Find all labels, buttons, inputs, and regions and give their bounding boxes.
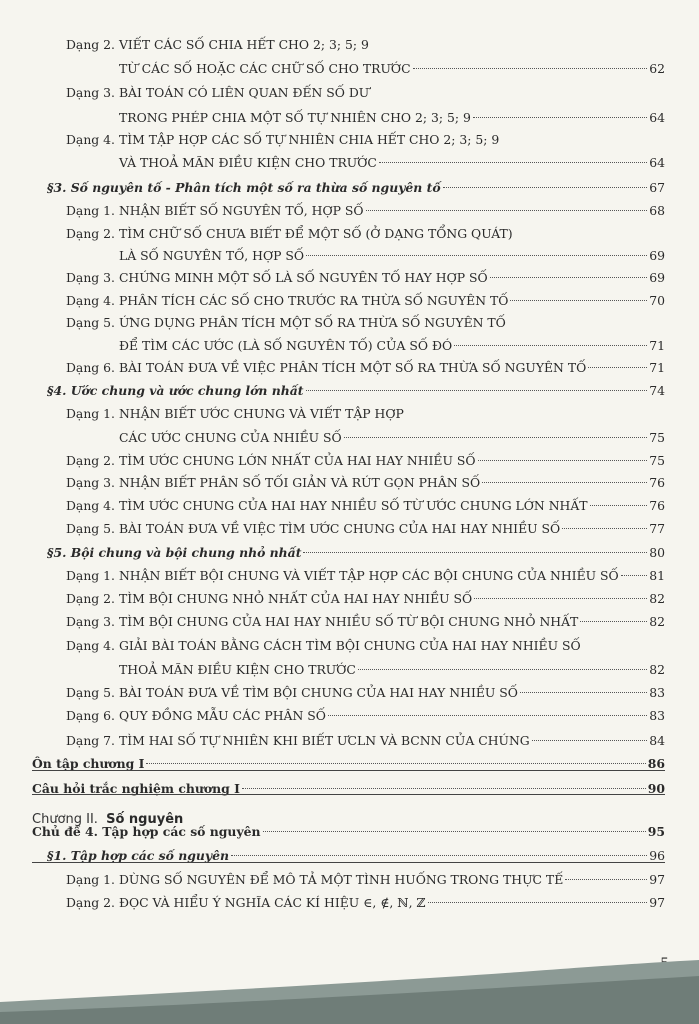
- dot-leader: [565, 878, 647, 880]
- toc-entry-label: Dạng 5.: [66, 521, 119, 536]
- toc-entry: [66, 870, 665, 890]
- toc-entry: [66, 636, 581, 656]
- toc-page-number: 83: [649, 708, 665, 723]
- toc-entry: [119, 246, 665, 266]
- toc-entry-text: [66, 870, 563, 890]
- toc-entry-title: GIẢI BÀI TOÁN BẰNG CÁCH TÌM BỘI CHUNG CỦA HAI HAY NHIỀU SỐ: [118, 638, 581, 653]
- toc-entry-label: Dạng 1.: [66, 203, 119, 218]
- dot-leader: [482, 481, 647, 483]
- toc-entry: [47, 846, 665, 866]
- toc-page-number: 97: [649, 872, 665, 887]
- toc-entry-title: CHỨNG MINH MỘT SỐ LÀ SỐ NGUYÊN TỐ HAY HỢP SỐ: [118, 270, 488, 285]
- toc-entry-text: [66, 83, 369, 103]
- toc-entry-title: TÌM BỘI CHUNG NHỎ NHẤT CỦA HAI HAY NHIỀU SỐ: [118, 591, 473, 606]
- toc-entry-label: Dạng 3.: [66, 85, 119, 100]
- toc-entry-title: §1. Tập hợp các số nguyên: [47, 848, 229, 863]
- toc-entry-title: TÌM ƯỚC CHUNG CỦA HAI HAY NHIỀU SỐ TỪ ƯỚC CHUNG LỚN NHẤT: [118, 498, 588, 513]
- toc-entry-title: DÙNG SỐ NGUYÊN ĐỂ MÔ TẢ MỘT TÌNH HUỐNG TRONG THỰC TẾ: [118, 872, 564, 887]
- toc-page-number: 81: [649, 568, 665, 583]
- dot-leader: [263, 830, 646, 832]
- toc-entry-text: [47, 381, 304, 401]
- toc-entry-text: [66, 201, 364, 221]
- toc-entry: [47, 543, 665, 563]
- toc-entry-label: Dạng 6.: [66, 360, 119, 375]
- toc-entry-title: THOẢ MÃN ĐIỀU KIỆN CHO TRƯỚC: [119, 662, 356, 677]
- toc-entry-text: [47, 178, 441, 198]
- toc-entry-text: [119, 336, 452, 356]
- dot-leader: [520, 691, 647, 693]
- toc-entry: [66, 224, 513, 244]
- toc-entry-title: TRONG PHÉP CHIA MỘT SỐ TỰ NHIÊN CHO 2; 3; 5; 9: [119, 110, 471, 125]
- toc-entry: [119, 336, 665, 356]
- dot-leader: [474, 597, 647, 599]
- toc-entry: [119, 660, 665, 680]
- toc-page-number: 70: [649, 293, 665, 308]
- toc-entry: [47, 178, 665, 198]
- toc-entry-title: §3. Số nguyên tố - Phân tích một số ra thừa số nguyên tố: [47, 180, 441, 195]
- dot-leader: [562, 527, 647, 529]
- toc-entry-label: Dạng 2.: [66, 226, 119, 241]
- toc-entry-title: NHẬN BIẾT SỐ NGUYÊN TỐ, HỢP SỐ: [118, 203, 364, 218]
- toc-entry-label: Dạng 3.: [66, 614, 119, 629]
- toc-entry-text: [119, 660, 356, 680]
- dot-leader: [231, 854, 647, 856]
- toc-entry-text: [47, 543, 301, 563]
- toc-entry: [66, 893, 665, 913]
- dot-leader: [328, 714, 647, 716]
- dot-leader: [490, 276, 647, 278]
- toc-entry-label: Dạng 2.: [66, 453, 119, 468]
- dot-leader: [413, 67, 647, 69]
- decorative-footer-band: [0, 954, 699, 1024]
- chapter-title: Số nguyên: [106, 812, 184, 827]
- toc-entry-text: [66, 268, 488, 288]
- toc-page-number: 80: [649, 545, 665, 560]
- dot-leader: [590, 504, 647, 506]
- toc-entry-title: QUY ĐỒNG MẪU CÁC PHÂN SỐ: [118, 708, 326, 723]
- toc-entry: [66, 683, 665, 703]
- toc-entry-title: PHÂN TÍCH CÁC SỐ CHO TRƯỚC RA THỪA SỐ NGUYÊN TỐ: [118, 293, 509, 308]
- toc-entry: [47, 381, 665, 401]
- toc-entry-label: Dạng 5.: [66, 315, 119, 330]
- toc-entry-label: Dạng 2.: [66, 591, 119, 606]
- divider-rule: [32, 794, 665, 795]
- toc-page-number: 82: [649, 591, 665, 606]
- toc-page-number: 76: [649, 498, 665, 513]
- toc-entry-label: Dạng 4.: [66, 638, 119, 653]
- toc-entry-label: Dạng 1.: [66, 568, 119, 583]
- toc-page-number: 82: [649, 662, 665, 677]
- toc-entry-title: Chủ đề 4. Tập hợp các số nguyên: [32, 824, 261, 839]
- toc-entry-title: TỪ CÁC SỐ HOẶC CÁC CHỮ SỐ CHO TRƯỚC: [119, 61, 411, 76]
- toc-entry-text: [66, 612, 578, 632]
- toc-page-number: 62: [649, 61, 665, 76]
- dot-leader: [478, 459, 648, 461]
- toc-entry: [66, 35, 369, 55]
- toc-entry: [66, 358, 665, 378]
- toc-entry-label: Dạng 7.: [66, 733, 119, 748]
- toc-entry-title: BÀI TOÁN CÓ LIÊN QUAN ĐẾN SỐ DƯ: [118, 85, 370, 100]
- toc-entry-text: [66, 291, 508, 311]
- dot-leader: [306, 389, 648, 391]
- toc-entry-text: [66, 404, 404, 424]
- toc-entry: [66, 706, 665, 726]
- toc-entry-title: BÀI TOÁN ĐƯA VỀ TÌM BỘI CHUNG CỦA HAI HAY NHIỀU SỐ: [118, 685, 518, 700]
- toc-entry-text: [66, 130, 499, 150]
- toc-entry-title: BÀI TOÁN ĐƯA VỀ VIỆC PHÂN TÍCH MỘT SỐ RA THỪA SỐ NGUYÊN TỐ: [118, 360, 587, 375]
- toc-entry-text: [66, 636, 581, 656]
- dot-leader: [454, 344, 647, 346]
- toc-entry: [66, 566, 665, 586]
- toc-entry-title: VÀ THOẢ MÃN ĐIỀU KIỆN CHO TRƯỚC: [119, 155, 377, 170]
- toc-page-number: 77: [649, 521, 665, 536]
- toc-entry: [66, 473, 665, 493]
- toc-page-number: 76: [649, 475, 665, 490]
- toc-entry-label: Dạng 1.: [66, 406, 119, 421]
- dot-leader: [366, 209, 647, 211]
- toc-page-number: 64: [649, 110, 665, 125]
- toc-entry: [119, 428, 665, 448]
- toc-entry: [32, 779, 665, 799]
- toc-entry: [66, 130, 499, 150]
- dot-leader: [532, 739, 647, 741]
- toc-entry-text: [47, 846, 229, 866]
- dot-leader: [588, 366, 647, 368]
- toc-entry-text: [66, 589, 472, 609]
- toc-page-number: 71: [649, 360, 665, 375]
- toc-entry: [66, 731, 665, 751]
- toc-entry-title: §5. Bội chung và bội chung nhỏ nhất: [47, 545, 302, 560]
- toc-page-number: 82: [649, 614, 665, 629]
- toc-entry-title: §4. Ước chung và ước chung lớn nhất: [47, 383, 304, 398]
- toc-entry-label: Dạng 2.: [66, 37, 119, 52]
- toc-page-number: 96: [649, 848, 665, 863]
- dot-leader: [344, 436, 647, 438]
- dot-leader: [443, 186, 647, 188]
- toc-page-number: 83: [649, 685, 665, 700]
- dot-leader: [242, 787, 646, 789]
- dot-leader: [510, 299, 647, 301]
- dot-leader: [306, 254, 647, 256]
- toc-entry-label: Dạng 4.: [66, 132, 119, 147]
- toc-entry-text: [32, 779, 240, 799]
- toc-entry-label: Dạng 4.: [66, 293, 119, 308]
- dot-leader: [580, 620, 647, 622]
- toc-page-number: 69: [649, 248, 665, 263]
- toc-entry: [66, 404, 404, 424]
- toc-entry-title: ĐỌC VÀ HIỂU Ý NGHĨA CÁC KÍ HIỆU ∈, ∉, ℕ, ℤ: [118, 895, 426, 910]
- toc-entry-title: Câu hỏi trắc nghiệm chương I: [32, 781, 240, 796]
- toc-entry: [66, 291, 665, 311]
- toc-entry-text: [66, 519, 560, 539]
- toc-entry-title: TÌM TẬP HỢP CÁC SỐ TỰ NHIÊN CHIA HẾT CHO 2; 3; 5; 9: [118, 132, 500, 147]
- toc-entry-title: CÁC ƯỚC CHUNG CỦA NHIỀU SỐ: [119, 430, 342, 445]
- toc-entry-title: LÀ SỐ NGUYÊN TỐ, HỢP SỐ: [119, 248, 305, 263]
- toc-entry-label: Dạng 3.: [66, 475, 119, 490]
- toc-page-number: 69: [649, 270, 665, 285]
- toc-entry-text: [66, 358, 586, 378]
- toc-entry: [119, 59, 665, 79]
- toc-entry: [119, 153, 665, 173]
- toc-entry: [66, 519, 665, 539]
- dot-leader: [621, 574, 647, 576]
- toc-entry-text: [66, 35, 369, 55]
- dot-leader: [303, 551, 647, 553]
- toc-entry-text: [119, 428, 342, 448]
- toc-entry-label: Dạng 6.: [66, 708, 119, 723]
- toc-entry-title: NHẬN BIẾT PHÂN SỐ TỐI GIẢN VÀ RÚT GỌN PHÂN SỐ: [118, 475, 481, 490]
- dot-leader: [473, 116, 647, 118]
- toc-entry: [66, 268, 665, 288]
- toc-entry-title: TÌM HAI SỐ TỰ NHIÊN KHI BIẾT ƯCLN VÀ BCNN CỦA CHÚNG: [118, 733, 530, 748]
- toc-entry: [119, 108, 665, 128]
- toc-entry-title: TÌM ƯỚC CHUNG LỚN NHẤT CỦA HAI HAY NHIỀU SỐ: [118, 453, 476, 468]
- toc-page-number: 67: [649, 180, 665, 195]
- toc-entry-text: [66, 683, 518, 703]
- toc-entry-title: ỨNG DỤNG PHÂN TÍCH MỘT SỐ RA THỪA SỐ NGUYÊN TỐ: [118, 315, 506, 330]
- toc-entry-text: [66, 313, 506, 333]
- toc-entry-title: NHẬN BIẾT BỘI CHUNG VÀ VIẾT TẬP HỢP CÁC BỘI CHUNG CỦA NHIỀU SỐ: [118, 568, 619, 583]
- toc-entry-text: [119, 246, 304, 266]
- toc-page-number: 86: [647, 756, 665, 771]
- toc-entry-label: Dạng 5.: [66, 685, 119, 700]
- chapter-number: Chương II.: [32, 812, 98, 827]
- toc-page-number: 84: [649, 733, 665, 748]
- divider-rule: [32, 862, 665, 863]
- dot-leader: [358, 668, 647, 670]
- toc-entry: [66, 201, 665, 221]
- toc-page-number: 97: [649, 895, 665, 910]
- toc-entry-label: Dạng 1.: [66, 872, 119, 887]
- toc-page-number: 71: [649, 338, 665, 353]
- toc-page-number: 68: [649, 203, 665, 218]
- toc-page-number: 74: [649, 383, 665, 398]
- toc-entry-label: Dạng 3.: [66, 270, 119, 285]
- toc-entry-title: NHẬN BIẾT ƯỚC CHUNG VÀ VIẾT TẬP HỢP: [118, 406, 404, 421]
- toc-entry-text: [119, 153, 377, 173]
- dot-leader: [146, 762, 645, 764]
- toc-entry-text: [119, 108, 471, 128]
- toc-entry-text: [66, 893, 426, 913]
- divider-rule: [32, 770, 665, 771]
- toc-entry-title: BÀI TOÁN ĐƯA VỀ VIỆC TÌM ƯỚC CHUNG CỦA HAI HAY NHIỀU SỐ: [118, 521, 561, 536]
- toc-entry-text: [32, 754, 144, 774]
- toc-entry: [66, 83, 369, 103]
- toc-entry-title: ĐỂ TÌM CÁC ƯỚC (LÀ SỐ NGUYÊN TỐ) CỦA SỐ ĐÓ: [119, 338, 453, 353]
- toc-entry-text: [66, 706, 326, 726]
- toc-page-number: 75: [649, 430, 665, 445]
- toc-entry-title: Ôn tập chương I: [32, 756, 145, 771]
- toc-entry: [66, 313, 506, 333]
- toc-entry-text: [119, 59, 411, 79]
- chapter-heading: [32, 812, 183, 827]
- toc-page-number: 64: [649, 155, 665, 170]
- toc-entry: [66, 589, 665, 609]
- toc-entry: [66, 496, 665, 516]
- toc-entry-title: TÌM BỘI CHUNG CỦA HAI HAY NHIỀU SỐ TỪ BỘI CHUNG NHỎ NHẤT: [118, 614, 579, 629]
- toc-page-number: 90: [647, 781, 665, 796]
- toc-entry: [32, 754, 665, 774]
- toc-entry-text: [66, 566, 619, 586]
- toc-entry-title: TÌM CHỮ SỐ CHƯA BIẾT ĐỂ MỘT SỐ (Ở DẠNG TỔNG QUÁT): [118, 226, 513, 241]
- toc-entry-label: Dạng 2.: [66, 895, 119, 910]
- toc-entry-text: [66, 731, 530, 751]
- toc-entry-title: VIẾT CÁC SỐ CHIA HẾT CHO 2; 3; 5; 9: [118, 37, 369, 52]
- toc-page-number: 95: [647, 824, 665, 839]
- toc-entry-text: [66, 224, 513, 244]
- dot-leader: [428, 901, 648, 903]
- toc-entry-text: [66, 451, 476, 471]
- toc-page-number: 75: [649, 453, 665, 468]
- toc-entry-text: [66, 473, 480, 493]
- toc-entry: [66, 612, 665, 632]
- toc-entry: [66, 451, 665, 471]
- toc-entry-label: Dạng 4.: [66, 498, 119, 513]
- toc-entry-text: [66, 496, 588, 516]
- dot-leader: [379, 161, 647, 163]
